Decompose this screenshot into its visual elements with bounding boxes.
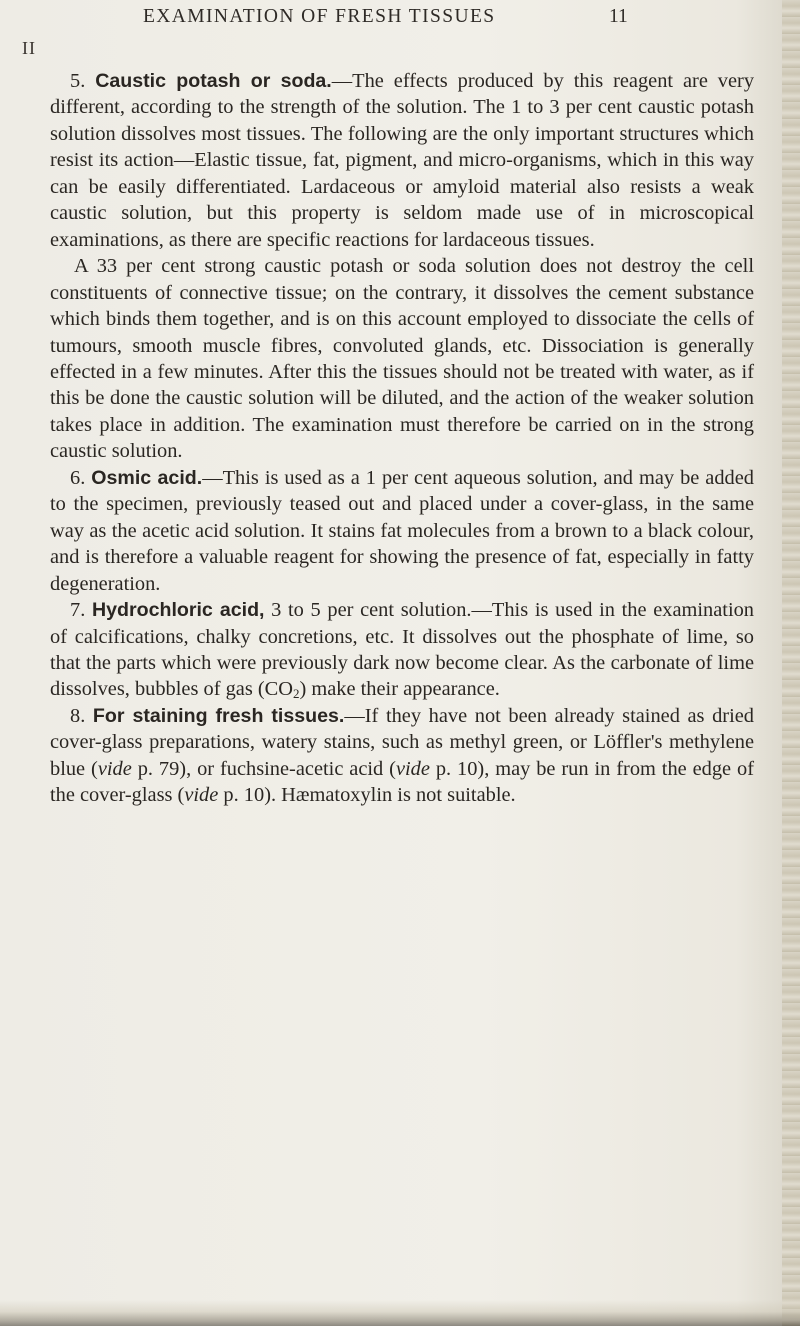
paragraph-staining: [50, 703, 754, 809]
section-heading: For staining fresh tissues.: [92, 704, 345, 727]
running-head: [0, 6, 800, 58]
paragraph-text: p. 79), or fuchsine-acetic acid (: [131, 757, 396, 780]
italic-vide: vide: [97, 757, 132, 780]
paragraph-text: —The effects produced by this reagent are very different, according to the strength of the solution. The 1 to 3 per cent caustic potash solution dissolves most tissues. The following are the only important structures which resist its action—Elastic tissue, fat, pigment, and micro-organisms, which in this way can be easily differentiated. Lardaceous or amyloid material also resists a weak caustic solution, but this property is seldom made use of in microscopical examinations, as there are specific reactions for lardaceous tissues.: [50, 70, 755, 251]
italic-vide: vide: [184, 784, 219, 807]
paragraph-text: p. 10), may be run in from the edge of the cover-glass (: [50, 757, 755, 807]
section-number: 8.: [70, 704, 86, 727]
paragraph-text: 3 to 5 per cent solution.—This is used in the examination of calcifications, chalky concretions, etc. It dissolves out the phosphate of lime, so that the parts which were previously dark now become clear. As the carbonate of lime dissolves, bubbles of gas (CO: [50, 599, 754, 701]
paragraph-caustic-potash: [50, 68, 754, 253]
page-edge-shadow: [782, 0, 800, 1326]
section-heading: Hydrochloric acid,: [91, 599, 265, 622]
running-title: EXAMINATION OF FRESH TISSUES: [143, 6, 496, 27]
page-bottom-shadow: [0, 1300, 800, 1326]
section-heading: Osmic acid.: [91, 466, 203, 489]
paragraph-hydrochloric-acid: [50, 597, 754, 703]
paragraph-osmic-acid: [50, 465, 754, 597]
paragraph-text: —This is used as a 1 per cent aqueous solution, and may be added to the specimen, previously teased out and placed under a cover-glass, in the same way as the acetic acid solution. It stains fat molecules from a brown to a black colour, and is therefore a valuable reagent for showing the presence of fat, especially in fatty degeneration.: [50, 466, 754, 595]
section-number: 7.: [70, 599, 86, 622]
paragraph-text: p. 10). Hæmatoxylin is not suitable.: [218, 784, 516, 807]
paragraph-strong-solution: A 33 per cent strong caustic potash or soda solution does not destroy the cell constituents of connective tissue; on the contrary, it dissolves the cement substance which binds them together, and is on this account employed to dissociate the cells of tumours, smooth muscle fibres, convoluted glands, etc. Dissociation is generally effected in a few minutes. After this the tissues should not be treated with water, as if this be done the caustic solution will be diluted, and the action of the weaker solution takes place in addition. The examination must therefore be carried on in the strong caustic solution.: [50, 255, 754, 463]
section-heading: Caustic potash or soda.: [95, 70, 332, 92]
paragraph-text: —If they have not been already stained as dried cover-glass preparations, watery stains, such as methyl green, or Löffler's methylene blue (: [50, 704, 754, 780]
paragraph-text: ) make their appearance.: [299, 678, 500, 701]
chapter-number: II: [22, 38, 36, 58]
subscript: 2: [292, 686, 300, 702]
section-number: 6.: [70, 466, 86, 489]
section-number: 5.: [70, 70, 86, 92]
body-text: [50, 68, 754, 809]
page-number: 11: [609, 6, 628, 27]
italic-vide: vide: [395, 757, 430, 780]
